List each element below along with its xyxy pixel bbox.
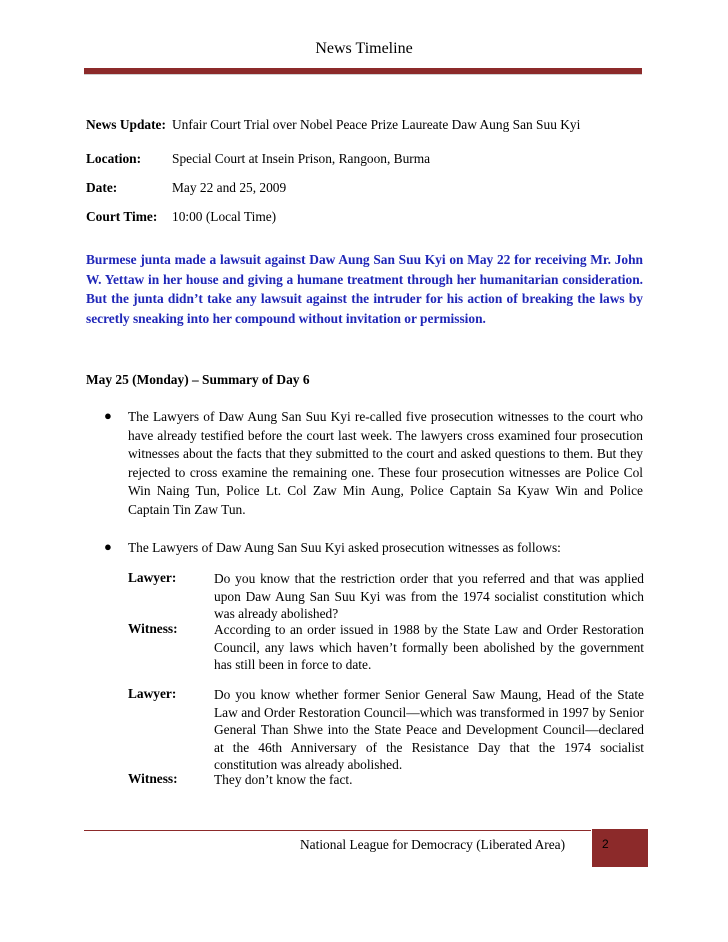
page-number: 2 <box>602 837 609 851</box>
bullet-text: The Lawyers of Daw Aung San Suu Kyi re-called five prosecution witnesses to the court who have already testified before the court last week. The lawyers cross examined four prosecution witnesses about the facts that they submitted to the court and asked questions to them. But they rejected to cross examine the remaining one. These four prosecution witnesses are Police Col Win Naing Tun, Police Lt. Col Zaw Min Aung, Police Captain Sa Kyaw Win and Police Captain Tin Zaw Tun. <box>128 409 643 517</box>
intro-paragraph: Burmese junta made a lawsuit against Daw Aung San Suu Kyi on May 22 for receiving Mr. John W. Yettaw in her house and giving a humane treatment through her humanitarian consideration. But the junta didn’t take any lawsuit against the intruder for his action of breaking the laws by secretly sneaking into her compound without invitation or permission. <box>86 252 643 326</box>
meta-court-time <box>86 209 646 225</box>
bullet-icon: ● <box>104 539 112 554</box>
qa-lawyer-1 <box>128 570 644 623</box>
bullet-icon: ● <box>104 408 112 423</box>
footer-rule <box>84 830 594 831</box>
meta-location <box>86 151 646 167</box>
qa-lawyer-2 <box>128 686 644 774</box>
meta-date <box>86 180 646 196</box>
page-number-box <box>591 829 648 867</box>
section-title: May 25 (Monday) – Summary of Day 6 <box>86 372 310 387</box>
bullet-text: The Lawyers of Daw Aung San Suu Kyi asked prosecution witnesses as follows: <box>128 540 561 555</box>
qa-role: Witness: <box>128 621 178 636</box>
news-update-label: News Update: <box>86 117 166 132</box>
qa-role: Witness: <box>128 771 178 786</box>
bullet-item <box>104 408 643 520</box>
news-update-value: Unfair Court Trial over Nobel Peace Prize Laureate Daw Aung San Suu Kyi <box>172 117 581 132</box>
qa-text: Do you know whether former Senior General Saw Maung, Head of the State Law and Order Restoration Council—which was transformed in 1997 by Senior General Than Shwe into the State Peace and Development Council—declared at the 46th Anniversary of the Resistance Day that the 1974 socialist constitution was already abolished. <box>214 687 644 772</box>
bullet-item <box>104 539 643 558</box>
court-time-value: 10:00 (Local Time) <box>172 209 277 224</box>
date-value: May 22 and 25, 2009 <box>172 180 287 195</box>
meta-news-update <box>86 117 646 133</box>
date-label: Date: <box>86 180 118 195</box>
location-label: Location: <box>86 151 142 166</box>
footer-organization: National League for Democracy (Liberated Area) <box>300 837 566 852</box>
qa-text: They don’t know the fact. <box>214 772 353 787</box>
location-value: Special Court at Insein Prison, Rangoon, Burma <box>172 151 431 166</box>
page-header-title: News Timeline <box>315 40 413 57</box>
court-time-label: Court Time: <box>86 209 158 224</box>
header-rule <box>84 68 642 75</box>
qa-role: Lawyer: <box>128 686 177 701</box>
qa-role: Lawyer: <box>128 570 177 585</box>
qa-witness-1 <box>128 621 644 674</box>
qa-text: Do you know that the restriction order that you referred and that was applied upon Daw Aung San Suu Kyi was from the 1974 socialist constitution which was already abolished? <box>214 571 644 621</box>
qa-witness-2 <box>128 771 644 789</box>
qa-text: According to an order issued in 1988 by the State Law and Order Restoration Council, any laws which haven’t formally been abolished by the government has still been in force to date. <box>214 622 644 672</box>
